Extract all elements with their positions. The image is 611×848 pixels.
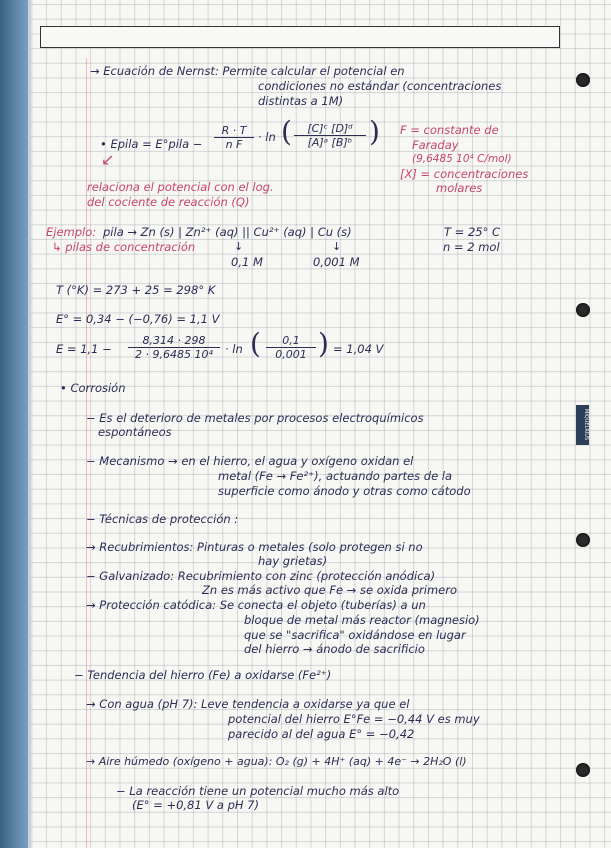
q-fraction xyxy=(294,122,366,149)
ln-label: · ln xyxy=(258,130,276,144)
relaciona-line-2: del cociente de reacción (Q) xyxy=(87,195,250,209)
calc-e-lhs: E = 1,1 − xyxy=(56,342,112,356)
calc-paren-close: ) xyxy=(318,327,329,360)
aire-line-1: → Aire húmedo (oxígeno + agua): O₂ (g) + 4H⁺ (aq) + 4e⁻ → 2H₂O (l) xyxy=(86,755,467,768)
faraday-line-1: F = constante de xyxy=(400,123,499,137)
mecanismo-line-3: superficie como ánodo y otras como cátodo xyxy=(218,484,471,498)
ejemplo-equation: pila → Zn (s) | Zn²⁺ (aq) || Cu²⁺ (aq) | Cu (s) xyxy=(103,225,352,239)
nernst-line-2: condiciones no estándar (concentraciones xyxy=(258,79,502,93)
rt-fraction xyxy=(214,124,254,151)
punch-hole xyxy=(576,73,590,87)
paren-close: ) xyxy=(369,115,380,148)
calc-temperature: T (°K) = 273 + 25 = 298° K xyxy=(56,283,216,297)
agua-line-3: parecido al del agua E° = −0,42 xyxy=(228,727,415,741)
faraday-line-2: Faraday xyxy=(412,138,459,152)
calc-paren-open: ( xyxy=(250,327,261,360)
punch-hole xyxy=(576,533,590,547)
calc-q-numerator: 0,1 xyxy=(266,334,316,348)
agua-line-2: potencial del hierro E°Fe = −0,44 V es muy xyxy=(228,712,480,726)
brand-tab: MIQUELRIUS xyxy=(576,405,589,445)
proteccion-line-3: que se "sacrifica" oxidándose en lugar xyxy=(244,628,466,642)
pilas-concentracion: ↳ pilas de concentración xyxy=(52,240,196,254)
recubrimientos-line-1: → Recubrimientos: Pinturas o metales (solo protegen si no xyxy=(86,540,423,554)
ejemplo-temperature: T = 25° C xyxy=(444,225,501,239)
proteccion-line-4: del hierro → ánodo de sacrificio xyxy=(244,642,425,656)
calc-q-denominator: 0,001 xyxy=(275,348,307,361)
calc-ln: · ln xyxy=(225,342,243,356)
calc-rt-fraction xyxy=(128,334,220,361)
conc-cu: 0,001 M xyxy=(313,255,360,269)
galvanizado-line-1: − Galvanizado: Recubrimiento con zinc (protección anódica) xyxy=(86,569,436,583)
relaciona-line-1: relaciona el potencial con el log. xyxy=(87,180,274,194)
paren-open: ( xyxy=(281,115,292,148)
faraday-line-3: (9,6485 10⁴ C/mol) xyxy=(412,153,512,165)
header-box xyxy=(40,26,560,48)
proteccion-line-2: bloque de metal más reactor (magnesio) xyxy=(244,613,480,627)
mecanismo-line-2: metal (Fe → Fe²⁺), actuando partes de la xyxy=(218,469,453,483)
conc-def-1: [X] = concentraciones xyxy=(400,167,529,181)
margin-line xyxy=(86,58,87,848)
q-denominator: [A]ᵃ [B]ᵇ xyxy=(307,136,353,149)
calc-numerator: 8,314 · 298 xyxy=(128,334,220,348)
tendencia-heading: − Tendencia del hierro (Fe) a oxidarse (Fe²⁺) xyxy=(74,668,332,682)
nernst-line-1: → Ecuación de Nernst: Permite calcular el potencial en xyxy=(90,64,405,78)
ejemplo-label: Ejemplo: xyxy=(46,225,97,239)
reaccion-line-2: (E° = +0,81 V a pH 7) xyxy=(132,798,259,812)
tecnicas-heading: − Técnicas de protección : xyxy=(86,512,239,526)
mecanismo-line-1: − Mecanismo → en el hierro, el agua y oxígeno oxidan el xyxy=(86,454,414,468)
calc-result: = 1,04 V xyxy=(333,342,384,356)
recubrimientos-line-2: hay grietas) xyxy=(258,554,328,568)
arrow-down-icon: ↓ xyxy=(332,240,342,253)
calc-e0: E° = 0,34 − (−0,76) = 1,1 V xyxy=(56,312,220,326)
calc-q-fraction xyxy=(266,334,316,361)
reaccion-line-1: − La reacción tiene un potencial mucho más alto xyxy=(116,784,400,798)
q-numerator: [C]ᶜ [D]ᵈ xyxy=(294,122,366,136)
notebook-binding xyxy=(0,0,28,848)
corrosion-def-2: espontáneos xyxy=(98,425,172,439)
punch-hole xyxy=(576,763,590,777)
curved-arrow-icon: ↙ xyxy=(101,150,115,169)
arrow-down-icon: ↓ xyxy=(234,240,244,253)
punch-hole xyxy=(576,303,590,317)
nernst-line-3: distintas a 1M) xyxy=(258,94,344,108)
epila-lhs: • Epila = E°pila − xyxy=(100,137,203,151)
binding-edge xyxy=(28,0,31,848)
rt-numerator: R · T xyxy=(214,124,254,138)
conc-def-2: molares xyxy=(436,181,483,195)
corrosion-heading: • Corrosión xyxy=(60,381,126,395)
agua-line-1: → Con agua (pH 7): Leve tendencia a oxidarse ya que el xyxy=(86,697,410,711)
corrosion-def-1: − Es el deterioro de metales por procesos electroquímicos xyxy=(86,411,424,425)
ejemplo-moles: n = 2 mol xyxy=(443,240,500,254)
conc-zn: 0,1 M xyxy=(231,255,263,269)
galvanizado-line-2: Zn es más activo que Fe → se oxida primero xyxy=(202,583,457,597)
calc-denominator: 2 · 9,6485 10⁴ xyxy=(135,348,213,361)
proteccion-line-1: → Protección catódica: Se conecta el objeto (tuberías) a un xyxy=(86,598,426,612)
nf-denominator: n F xyxy=(225,138,243,151)
